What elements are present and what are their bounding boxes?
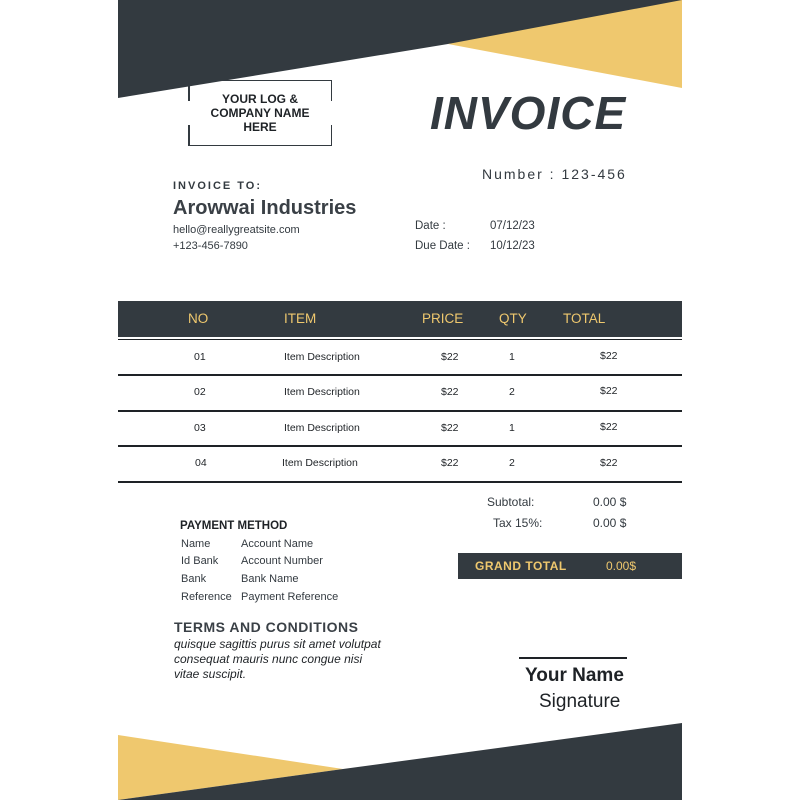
- due-date-value: 10/12/23: [490, 240, 535, 252]
- col-header-item: ITEM: [284, 311, 317, 326]
- date-label: Date :: [415, 220, 446, 232]
- row-total: $22: [600, 350, 618, 362]
- row-no: 02: [194, 386, 206, 398]
- tax-label: Tax 15%:: [493, 516, 543, 530]
- invoice-to-label: INVOICE TO:: [173, 180, 263, 192]
- grand-total-label: GRAND TOTAL: [475, 559, 567, 573]
- row-item: Item Description: [284, 386, 360, 398]
- logo-placeholder: [188, 80, 332, 146]
- logo-text: YOUR LOG & COMPANY NAME HERE: [210, 92, 310, 134]
- invoice-number: Number : 123-456: [482, 166, 627, 182]
- invoice-page: [118, 0, 682, 800]
- payment-value: Bank Name: [241, 573, 299, 585]
- signature-label: Signature: [539, 691, 621, 712]
- col-header-total: TOTAL: [563, 311, 606, 326]
- col-header-no: NO: [188, 311, 209, 326]
- terms-body: quisque sagittis purus sit amet volutpat consequat mauris nunc congue nisi vitae suscipit.: [174, 637, 381, 681]
- row-no: 03: [194, 422, 206, 434]
- row-qty: 2: [509, 457, 515, 469]
- row-total: $22: [600, 385, 618, 397]
- row-price: $22: [441, 422, 459, 434]
- client-email: hello@reallygreatsite.com: [173, 224, 300, 236]
- payment-value: Account Number: [241, 555, 323, 567]
- payment-key: Bank: [181, 573, 207, 585]
- due-date-label: Due Date :: [415, 240, 470, 252]
- payment-key: Reference: [181, 591, 232, 603]
- table-divider: [118, 339, 682, 340]
- row-item: Item Description: [284, 351, 360, 363]
- subtotal-label: Subtotal:: [487, 495, 535, 509]
- signer-name: Your Name: [525, 665, 624, 686]
- grand-total-bar: [458, 553, 682, 579]
- table-divider: [118, 374, 682, 376]
- date-value: 07/12/23: [490, 220, 535, 232]
- tax-value: 0.00 $: [593, 516, 627, 530]
- col-header-price: PRICE: [422, 311, 464, 326]
- table-divider: [118, 445, 682, 447]
- row-price: $22: [441, 351, 459, 363]
- payment-value: Account Name: [241, 538, 314, 550]
- payment-method-title: PAYMENT METHOD: [180, 520, 288, 532]
- client-phone: +123-456-7890: [173, 240, 248, 252]
- table-divider: [118, 481, 682, 483]
- terms-title: TERMS AND CONDITIONS: [174, 619, 359, 635]
- row-qty: 1: [509, 422, 515, 434]
- payment-key: Id Bank: [181, 555, 219, 567]
- row-price: $22: [441, 457, 459, 469]
- row-item: Item Description: [282, 457, 358, 469]
- grand-total-value: 0.00$: [606, 559, 637, 573]
- signature-line: [519, 657, 627, 659]
- row-price: $22: [441, 386, 459, 398]
- row-total: $22: [600, 421, 618, 433]
- table-divider: [118, 410, 682, 412]
- payment-key: Name: [181, 538, 211, 550]
- subtotal-value: 0.00 $: [593, 495, 627, 509]
- row-no: 01: [194, 351, 206, 363]
- row-total: $22: [600, 457, 618, 469]
- payment-value: Payment Reference: [241, 591, 339, 603]
- invoice-title: INVOICE: [430, 87, 627, 139]
- items-table-header: [118, 301, 682, 337]
- row-qty: 1: [509, 351, 515, 363]
- row-item: Item Description: [284, 422, 360, 434]
- row-no: 04: [195, 457, 207, 469]
- row-qty: 2: [509, 386, 515, 398]
- col-header-qty: QTY: [499, 311, 527, 326]
- client-name: Arowwai Industries: [173, 197, 357, 219]
